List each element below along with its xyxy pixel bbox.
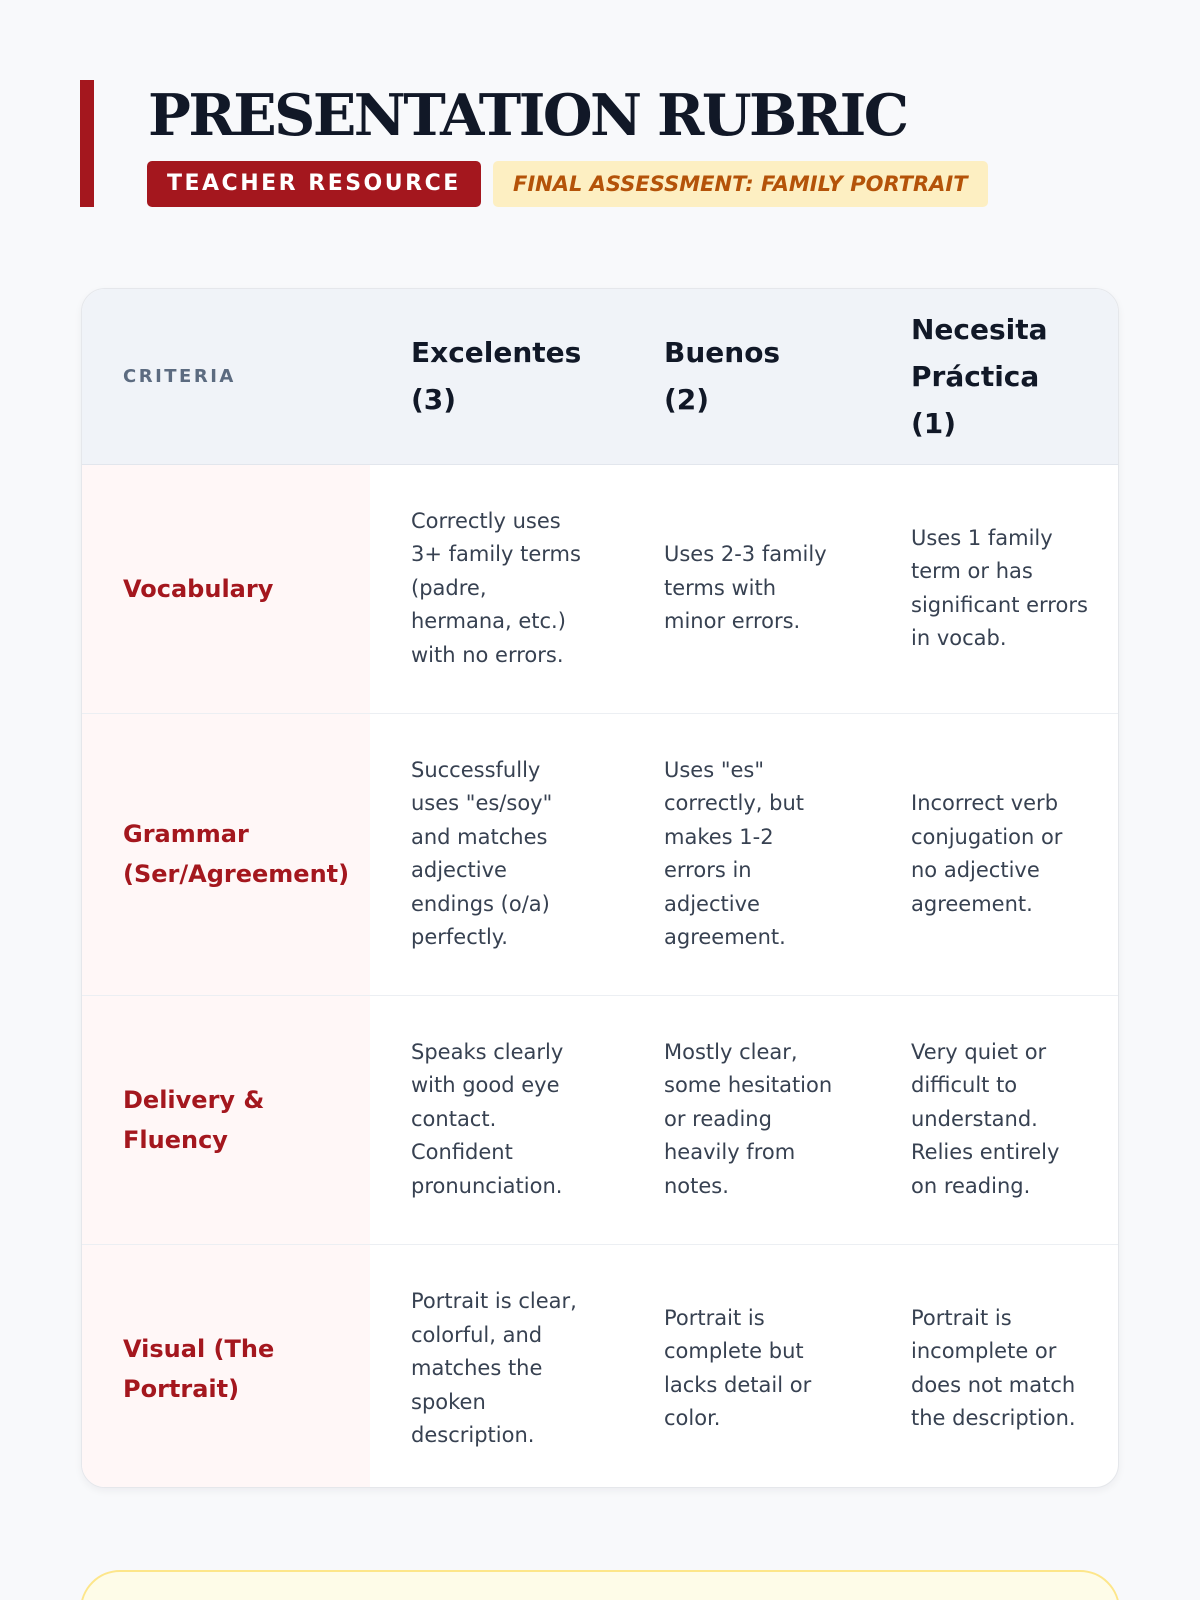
level-1-descriptor: Portrait is incomplete or does not match the description. [911,1305,1076,1431]
rubric-header-row [82,289,1118,464]
level-1-descriptor: Very quiet or difficult to understand. Relies entirely on reading. [911,1039,1060,1198]
criterion-label: Delivery & Fluency [82,995,370,1244]
level-3-descriptor: Correctly uses 3+ family terms (padre, hermana, etc.) with no errors. [411,508,581,667]
level-2-descriptor: Uses 2-3 family terms with minor errors. [664,542,827,634]
page-title: PRESENTATION RUBRIC [148,82,907,149]
rubric-table [82,289,1118,1488]
notes-panel [80,1570,1120,1600]
header-level-1: Necesita Práctica (1) [870,289,1118,464]
header-level-2: Buenos (2) [623,289,870,464]
header-level-3: Excelentes (3) [370,289,623,464]
rubric-row-delivery [82,995,1118,1244]
criterion-label: Visual (The Portrait) [82,1244,370,1488]
rubric-row-vocabulary [82,464,1118,713]
level-3-descriptor: Speaks clearly with good eye contact. Confident pronunciation. [411,1039,564,1198]
criterion-label: Grammar (Ser/Agreement) [82,713,370,995]
level-1-descriptor: Uses 1 family term or has significant errors in vocab. [911,525,1088,650]
level-2-descriptor: Mostly clear, some hesitation or reading heavily from notes. [664,1039,833,1198]
rubric-row-visual [82,1244,1118,1488]
title-accent-bar [80,80,94,207]
teacher-resource-badge: TEACHER RESOURCE [147,161,481,207]
level-2-descriptor: Portrait is complete but lacks detail or color. [664,1305,812,1431]
criterion-label: Vocabulary [82,464,370,713]
level-3-descriptor: Successfully uses "es/soy" and matches adjective endings (o/a) perfectly. [411,757,553,949]
rubric-row-grammar [82,713,1118,995]
assessment-badge: FINAL ASSESSMENT: FAMILY PORTRAIT [493,161,988,207]
level-2-descriptor: Uses "es" correctly, but makes 1-2 errors in adjective agreement. [664,757,805,949]
level-3-descriptor: Portrait is clear, colorful, and matches the spoken description. [411,1289,577,1447]
header-criteria: CRITERIA [82,289,370,464]
level-1-descriptor: Incorrect verb conjugation or no adjective agreement. [911,791,1063,916]
rubric-card [81,288,1119,1488]
page-header [80,80,1120,208]
